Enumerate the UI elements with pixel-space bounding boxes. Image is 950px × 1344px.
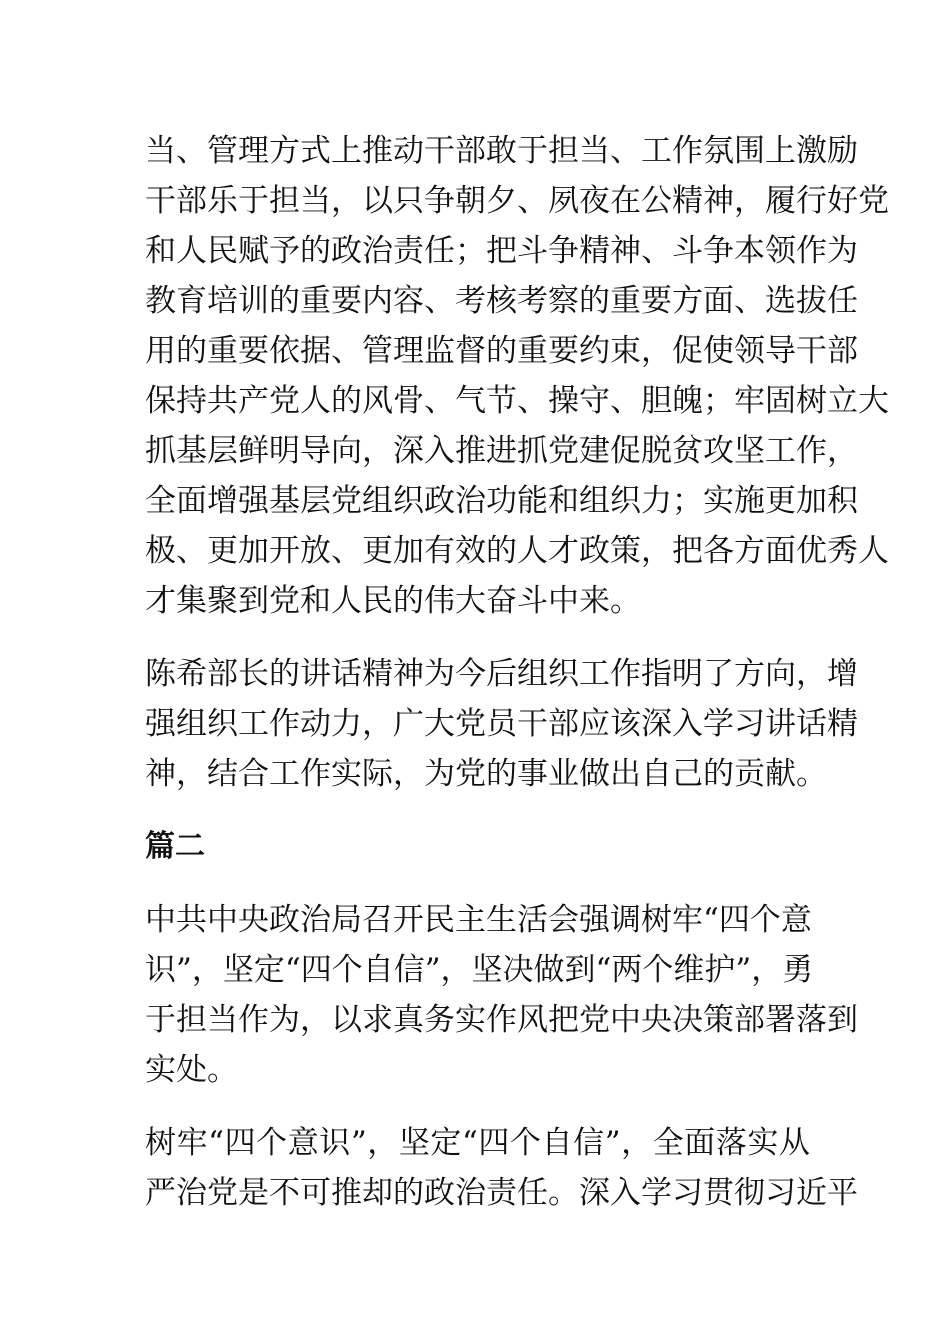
text-line: 抓基层鲜明导向，深入推进抓党建促脱贫攻坚工作， [145, 433, 858, 469]
text-line: 和人民赋予的政治责任；把斗争精神、斗争本领作为 [145, 233, 858, 269]
text-line: 极、更加开放、更加有效的人才政策，把各方面优秀人 [145, 533, 889, 569]
paragraph-spacer [145, 626, 810, 649]
text-line: 于担当作为，以求真务实作风把党中央决策部署落到 [145, 1002, 858, 1038]
paragraph-spacer [145, 799, 810, 822]
text-line: 当、管理方式上推动干部敢于担当、工作氛围上激励 [145, 133, 858, 169]
paragraph-1 [145, 126, 889, 626]
text-line: 干部乐于担当，以只争朝夕、夙夜在公精神，履行好党 [145, 183, 889, 219]
text-line: 神，结合工作实际，为党的事业做出自己的贡献。 [145, 756, 827, 792]
text-line: 中共中央政治局召开民主生活会强调树牢“四个意 [145, 902, 812, 938]
text-line: 陈希部长的讲话精神为今后组织工作指明了方向，增 [145, 656, 858, 692]
paragraph-spacer [145, 872, 810, 895]
text-line: 识”，坚定“四个自信”，坚决做到“两个维护”，勇 [145, 952, 814, 988]
text-line: 教育培训的重要内容、考核考察的重要方面、选拔任 [145, 283, 858, 319]
paragraph-4 [145, 1118, 858, 1218]
text-line: 强组织工作动力，广大党员干部应该深入学习讲话精 [145, 706, 858, 742]
text-line: 树牢“四个意识”，坚定“四个自信”，全面落实从 [145, 1125, 810, 1161]
text-line: 才集聚到党和人民的伟大奋斗中来。 [145, 583, 641, 619]
text-line: 用的重要依据、管理监督的重要约束，促使领导干部 [145, 333, 858, 369]
document-body [145, 126, 889, 1218]
text-line: 保持共产党人的风骨、气节、操守、胆魄；牢固树立大 [145, 383, 889, 419]
section-heading: 篇二 [145, 829, 205, 864]
text-line: 全面增强基层党组织政治功能和组织力；实施更加积 [145, 483, 858, 519]
text-line: 严治党是不可推却的政治责任。深入学习贯彻习近平 [145, 1175, 858, 1211]
text-line: 实处。 [145, 1052, 238, 1088]
paragraph-2 [145, 649, 858, 799]
paragraph-3 [145, 895, 858, 1095]
paragraph-spacer [145, 1095, 810, 1118]
